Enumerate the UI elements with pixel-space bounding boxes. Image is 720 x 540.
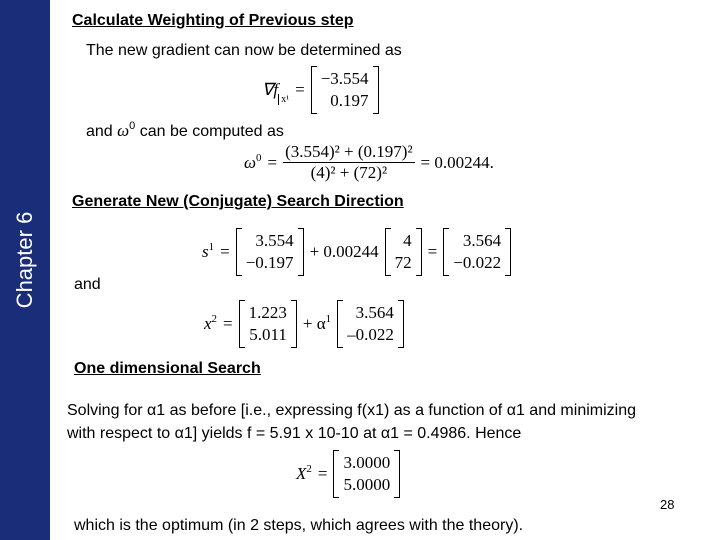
X-equation [296, 450, 400, 498]
s-vector-a [236, 228, 304, 276]
x-plus: + α [302, 314, 326, 333]
s-b2: 72 [394, 253, 412, 272]
page-number: 28 [660, 497, 675, 512]
omega-intro-prefix: and [86, 123, 113, 140]
and-text: and [74, 276, 101, 293]
x-a1: 1.223 [248, 303, 287, 322]
x-lhs-sup: 2 [211, 313, 218, 325]
x-plus-sup: 1 [325, 313, 332, 325]
s-a1: 3.554 [255, 231, 294, 250]
omega-result: = 0.00244. [420, 152, 494, 172]
grad-sub: x¹ [278, 94, 289, 105]
grad-v2: 0.197 [330, 91, 369, 110]
X-eq-sign: = [317, 464, 328, 483]
s-b1: 4 [403, 231, 412, 250]
s-plus: + 0.00244 [309, 242, 379, 261]
x-a2: 5.011 [249, 325, 287, 344]
heading-weighting: Calculate Weighting of Previous step [72, 12, 354, 29]
x-equation [204, 300, 404, 348]
omega-intro-suffix: can be computed as [139, 123, 284, 140]
s-lhs: s [202, 242, 209, 261]
omega-equation [244, 142, 494, 183]
grad-v1: −3.554 [320, 69, 369, 88]
omega-lhs: ω [244, 152, 257, 172]
X-vector [333, 450, 400, 498]
x-lhs: x [204, 314, 212, 333]
s-vector-b [385, 228, 422, 276]
X-lhs-sup: 2 [306, 463, 312, 475]
heading-search-direction: Generate New (Conjugate) Search Direction [72, 193, 404, 210]
X-lhs: X [296, 464, 307, 483]
para-line-2: with respect to α1] yields f = 5.91 x 10-10 at α1 = 0.4986. Hence [67, 425, 522, 442]
s-vector-c [443, 228, 511, 276]
grad-lhs: ∇f [262, 80, 279, 99]
s-eq-sign-2: = [427, 242, 438, 261]
grad-vector [311, 66, 379, 114]
chapter-sidebar [0, 0, 50, 540]
omega-symbol: ω [117, 121, 130, 140]
heading-one-dim-search: One dimensional Search [74, 360, 261, 377]
omega-lhs-sup: 0 [256, 151, 262, 164]
conclusion-text: which is the optimum (in 2 steps, which agrees with the theory). [74, 517, 524, 534]
x-b1: 3.564 [355, 303, 394, 322]
s-equation [202, 228, 511, 276]
gradient-equation [262, 66, 379, 114]
X-v1: 3.0000 [343, 453, 391, 472]
x-vector-b [337, 300, 404, 348]
omega-sup: 0 [129, 120, 136, 132]
X-v2: 5.0000 [343, 475, 391, 494]
intro-text: The new gradient can now be determined as [86, 42, 402, 59]
s-a2: −0.197 [245, 253, 294, 272]
s-c1: 3.564 [462, 231, 502, 250]
x-vector-a [239, 300, 297, 348]
s-lhs-sup: 1 [208, 241, 215, 253]
s-eq-sign: = [220, 242, 230, 261]
omega-intro [86, 121, 284, 141]
grad-eq-sign: = [295, 80, 305, 99]
omega-eq-sign: = [267, 152, 278, 172]
omega-fraction [283, 142, 414, 183]
omega-denominator: (4)² + (72)² [310, 163, 388, 182]
chapter-label: Chapter 6 [12, 211, 37, 309]
x-eq-sign: = [223, 314, 233, 333]
omega-numerator: (3.554)² + (0.197)² [285, 142, 413, 161]
x-b2: –0.022 [347, 325, 394, 344]
s-c2: −0.022 [453, 253, 502, 272]
para-line-1: Solving for α1 as before [i.e., expressing f(x1) as a function of α1 and minimizing [67, 402, 636, 419]
